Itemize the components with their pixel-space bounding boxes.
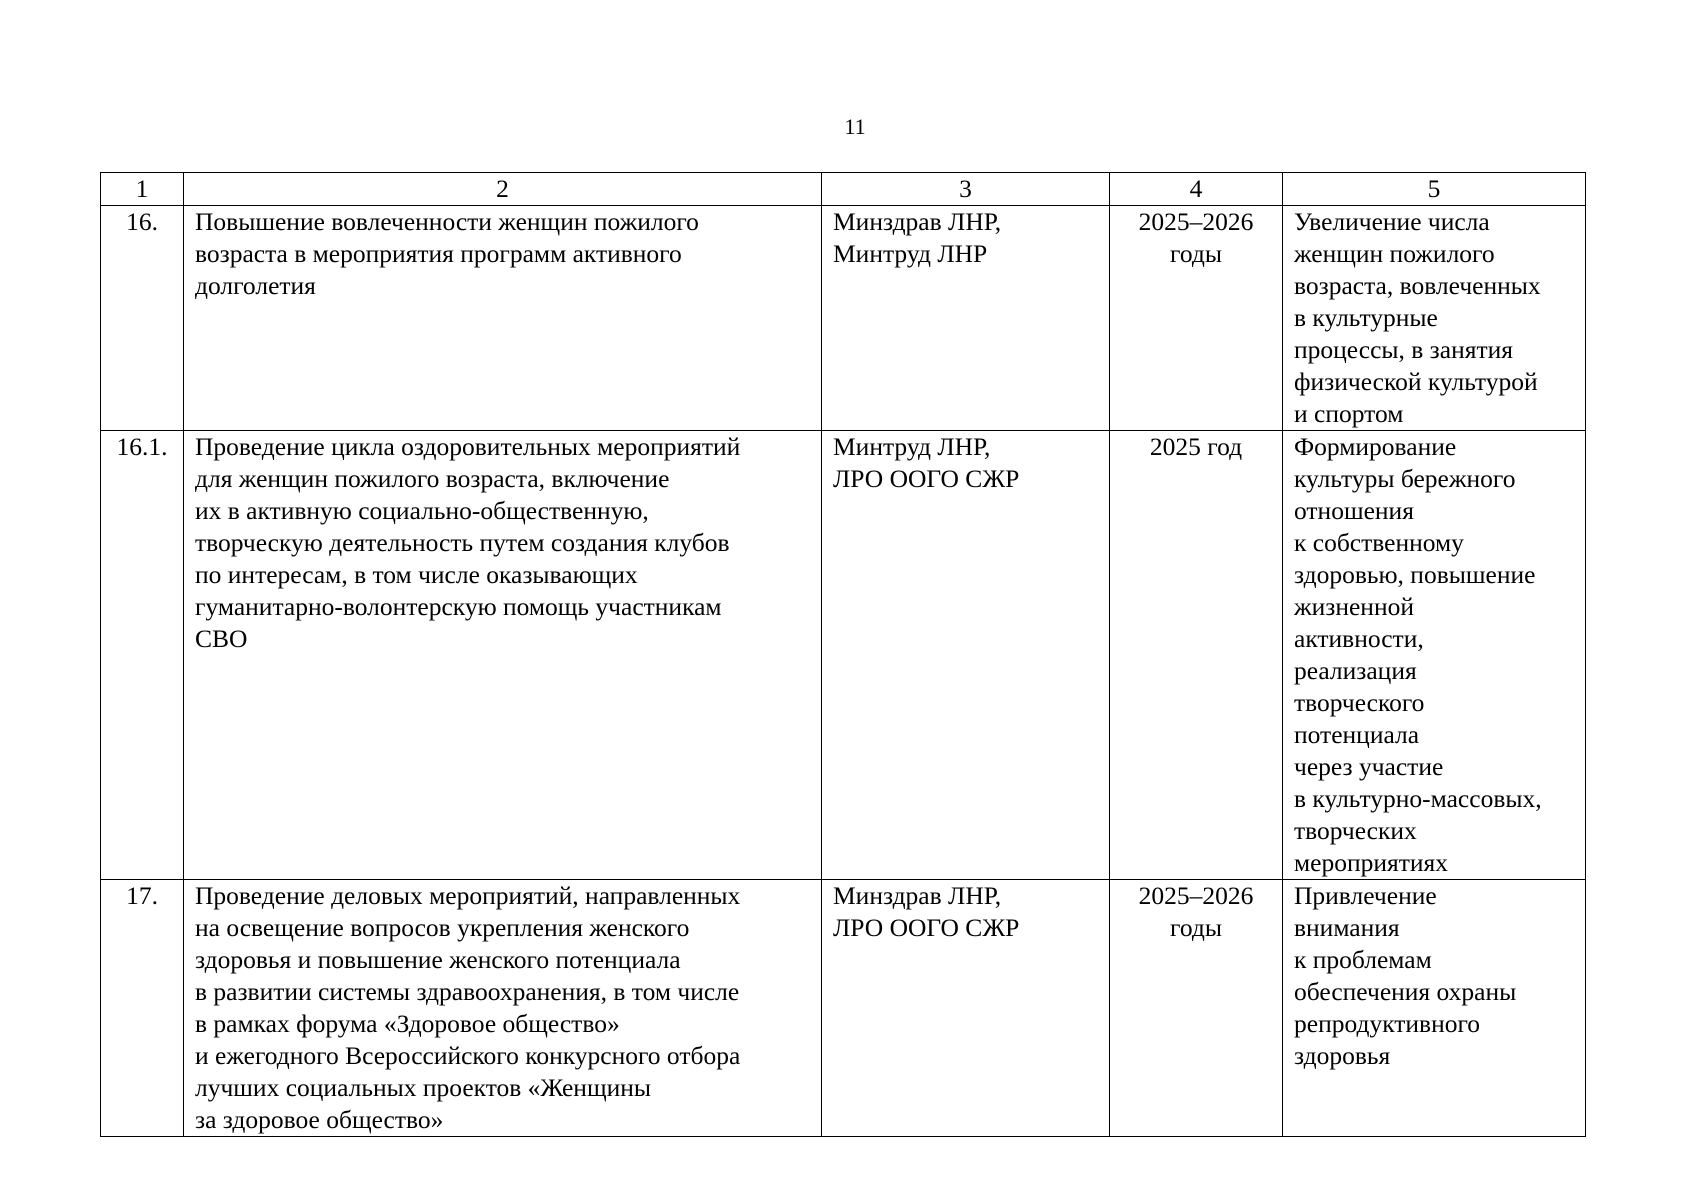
activities-table xyxy=(100,172,1586,1137)
result-cell: Формирование культуры бережного отношения к собственному здоровью, повышение жизненной активности, реализация творческого потенциала через участие в культурно-массовых, творческих мероприятиях xyxy=(1283,431,1586,880)
column-header-4: 4 xyxy=(1110,173,1283,206)
column-header-1: 1 xyxy=(101,173,184,206)
page-number: 11 xyxy=(844,114,866,139)
row-number: 16. xyxy=(101,206,184,431)
responsible-cell: Минтруд ЛНР, ЛРО ООГО СЖР xyxy=(822,431,1110,880)
table-row xyxy=(101,206,1586,431)
row-number: 16.1. xyxy=(101,431,184,880)
column-header-5: 5 xyxy=(1283,173,1586,206)
row-number: 17. xyxy=(101,880,184,1137)
result-cell: Увеличение числа женщин пожилого возраста, вовлеченных в культурные процессы, в занятия физической культурой и спортом xyxy=(1283,206,1586,431)
responsible-cell: Минздрав ЛНР, ЛРО ООГО СЖР xyxy=(822,880,1110,1137)
table-row xyxy=(101,880,1586,1137)
column-header-3: 3 xyxy=(822,173,1110,206)
term-cell: 2025 год xyxy=(1110,431,1283,880)
responsible-cell: Минздрав ЛНР, Минтруд ЛНР xyxy=(822,206,1110,431)
activity-cell: Повышение вовлеченности женщин пожилого возраста в мероприятия программ активного долголетия xyxy=(184,206,822,431)
result-cell: Привлечение внимания к проблемам обеспечения охраны репродуктивного здоровья xyxy=(1283,880,1586,1137)
term-cell: 2025–2026 годы xyxy=(1110,206,1283,431)
activity-cell: Проведение цикла оздоровительных мероприятий для женщин пожилого возраста, включение их в активную социально-общественную, творческую деятельность путем создания клубов по интересам, в том числе оказывающих гуманитарно-волонтерскую помощь участникам СВО xyxy=(184,431,822,880)
activity-cell: Проведение деловых мероприятий, направленных на освещение вопросов укрепления женского здоровья и повышение женского потенциала в развитии системы здравоохранения, в том числе в рамках форума «Здоровое общество» и ежегодного Всероссийского конкурсного отбора лучших социальных проектов «Женщины за здоровое общество» xyxy=(184,880,822,1137)
term-cell: 2025–2026 годы xyxy=(1110,880,1283,1137)
table-header-row xyxy=(101,173,1586,206)
table-row xyxy=(101,431,1586,880)
column-header-2: 2 xyxy=(184,173,822,206)
